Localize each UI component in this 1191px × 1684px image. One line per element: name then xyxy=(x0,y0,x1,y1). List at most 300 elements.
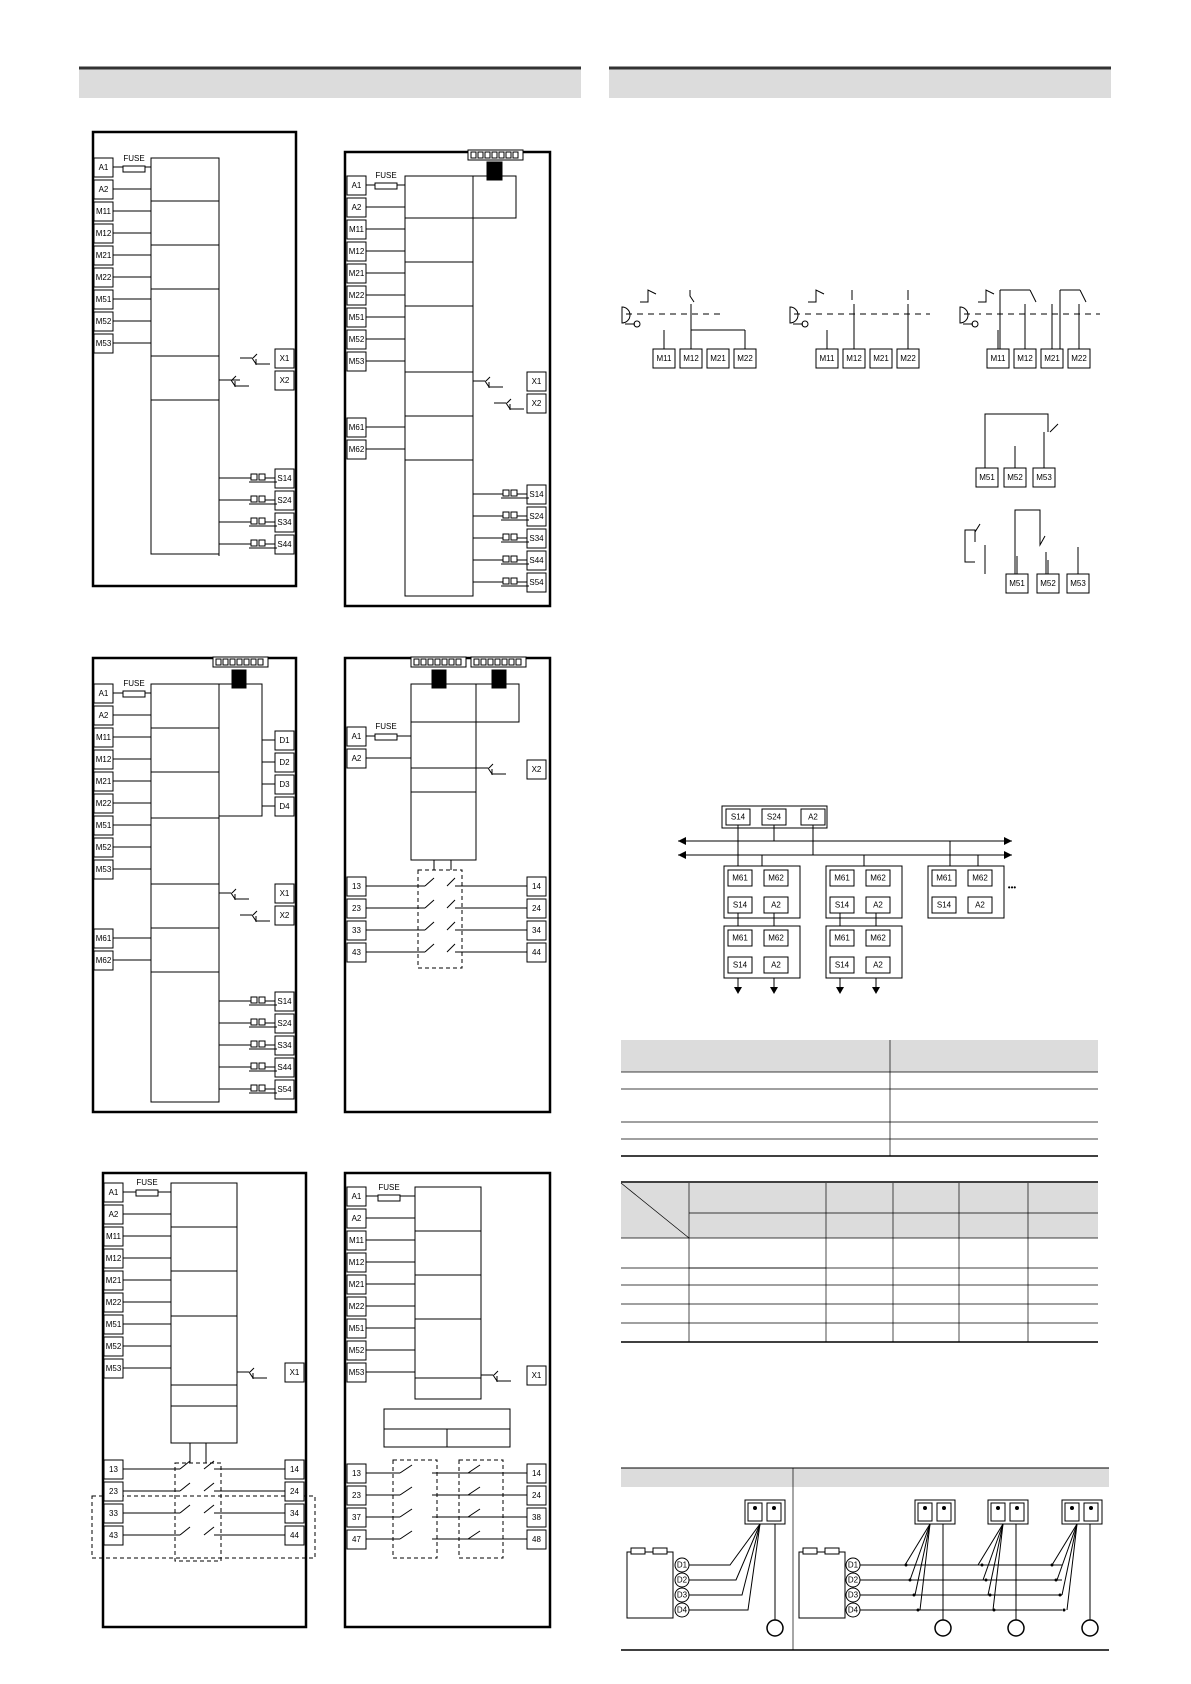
sensor-dot xyxy=(942,1506,946,1510)
terminal-label-m51: M51 xyxy=(979,473,995,482)
terminal-label-m51: M51 xyxy=(95,821,112,830)
block xyxy=(495,659,500,665)
block xyxy=(251,540,257,546)
terminal-label-m11: M11 xyxy=(819,354,835,363)
terminal-label-m61: M61 xyxy=(95,934,112,943)
wire xyxy=(975,524,980,532)
terminal-label-t33: 33 xyxy=(109,1509,118,1518)
block xyxy=(478,152,483,158)
sensor-dot xyxy=(996,1506,1000,1510)
block xyxy=(258,659,263,665)
terminal-label-t24: 24 xyxy=(532,1491,541,1500)
terminal-label-s54: S54 xyxy=(277,1085,292,1094)
terminal-label-m12: M12 xyxy=(95,229,112,238)
terminal-label-s24: S24 xyxy=(277,496,292,505)
wire xyxy=(250,1368,254,1372)
terminal-label-s14: S14 xyxy=(834,960,850,970)
fuse-symbol xyxy=(375,734,397,740)
wire xyxy=(640,290,656,302)
black-indicator xyxy=(492,670,506,688)
block xyxy=(503,534,509,540)
terminal-label-s14: S14 xyxy=(529,490,544,499)
terminal-label-a1: A1 xyxy=(351,181,362,190)
wire xyxy=(425,878,434,886)
block xyxy=(621,1213,689,1238)
block xyxy=(414,659,419,665)
wire xyxy=(468,1465,480,1473)
fuse-label: FUSE xyxy=(136,1178,158,1187)
terminal-label-t13: 13 xyxy=(109,1465,118,1474)
wire xyxy=(180,1505,190,1513)
diagram-5-logic-block xyxy=(171,1183,237,1443)
terminal-label-t43: 43 xyxy=(109,1531,118,1540)
terminal-label-m61: M61 xyxy=(732,933,748,943)
terminal-label-t43: 43 xyxy=(352,948,361,957)
junction-dot xyxy=(1063,1609,1066,1612)
wire xyxy=(965,530,975,562)
junction-dot xyxy=(981,1564,984,1567)
terminal-label-x2: X2 xyxy=(531,765,542,774)
block xyxy=(488,659,493,665)
block xyxy=(473,176,516,218)
black-indicator xyxy=(232,670,246,688)
junction-dot xyxy=(1055,1579,1058,1582)
wire xyxy=(447,900,455,908)
wire xyxy=(689,1524,760,1595)
block xyxy=(915,1500,955,1524)
terminal-label-m12: M12 xyxy=(683,354,699,363)
down-arrow xyxy=(872,987,880,994)
block xyxy=(251,518,257,524)
block xyxy=(499,152,504,158)
sensor-dot xyxy=(1015,1506,1019,1510)
bus-arrow xyxy=(678,851,686,859)
fuse-symbol xyxy=(378,1195,400,1201)
terminal-label-x1: X1 xyxy=(289,1368,300,1377)
terminal-label-m11: M11 xyxy=(349,1236,364,1245)
wire xyxy=(400,1465,412,1473)
terminal-label-m62: M62 xyxy=(768,933,784,943)
terminal-label-s34: S34 xyxy=(277,1041,292,1050)
terminal-label-a2: A2 xyxy=(98,711,109,720)
block xyxy=(251,1085,257,1091)
sensor-dot xyxy=(1089,1506,1093,1510)
block xyxy=(653,1548,667,1554)
block xyxy=(251,997,257,1003)
terminal-label-m22: M22 xyxy=(348,1302,365,1311)
terminal-label-x1: X1 xyxy=(279,889,290,898)
block xyxy=(485,152,490,158)
block xyxy=(223,659,228,665)
wire xyxy=(240,358,270,364)
terminal-label-s24: S24 xyxy=(766,812,782,822)
block xyxy=(393,1460,437,1558)
block xyxy=(259,997,265,1003)
block xyxy=(509,659,514,665)
block xyxy=(503,490,509,496)
fuse-label: FUSE xyxy=(123,679,145,688)
terminal-label-t37: 37 xyxy=(352,1513,361,1522)
block xyxy=(421,659,426,665)
block xyxy=(471,152,476,158)
terminal-label-m21: M21 xyxy=(105,1276,122,1285)
wire xyxy=(689,1524,760,1565)
terminal-label-m62: M62 xyxy=(870,933,886,943)
wire xyxy=(507,399,511,403)
terminal-label-t14: 14 xyxy=(290,1465,299,1474)
terminal-label-m12: M12 xyxy=(348,247,365,256)
terminal-label-t47: 47 xyxy=(352,1535,361,1544)
table-2-header xyxy=(621,1183,1098,1213)
wire xyxy=(180,1483,190,1491)
terminal-label-s24: S24 xyxy=(529,512,544,521)
terminal-label-d1: D1 xyxy=(676,1560,688,1570)
terminal-label-x2: X2 xyxy=(279,911,290,920)
diagram-1-frame xyxy=(93,132,296,586)
wire xyxy=(400,1487,412,1495)
block xyxy=(459,1460,503,1558)
terminal-label-m53: M53 xyxy=(1070,579,1086,588)
terminal-label-m51: M51 xyxy=(105,1320,122,1329)
terminal-label-d4: D4 xyxy=(676,1605,688,1615)
terminal-label-m62: M62 xyxy=(95,956,112,965)
terminal-label-m62: M62 xyxy=(348,445,365,454)
terminal-label-t44: 44 xyxy=(532,948,541,957)
terminal-label-m21: M21 xyxy=(348,1280,365,1289)
estop-icon xyxy=(790,307,798,323)
terminal-label-m61: M61 xyxy=(834,933,850,943)
terminal-label-d3: D3 xyxy=(847,1590,859,1600)
terminal-label-m61: M61 xyxy=(348,423,365,432)
wire xyxy=(232,889,236,893)
wire xyxy=(985,414,1048,468)
block xyxy=(511,534,517,540)
wire xyxy=(494,1371,498,1375)
terminal-label-m62: M62 xyxy=(870,873,886,883)
terminal-label-d3: D3 xyxy=(676,1590,688,1600)
terminal-label-m53: M53 xyxy=(95,865,112,874)
block xyxy=(251,1041,257,1047)
wire xyxy=(219,893,249,899)
terminal-label-a2: A2 xyxy=(771,900,781,910)
wire xyxy=(400,1531,412,1539)
block xyxy=(428,659,433,665)
junction-dot xyxy=(913,1594,916,1597)
terminal-label-m61: M61 xyxy=(834,873,850,883)
fuse-symbol xyxy=(123,166,145,172)
terminal-label-m11: M11 xyxy=(96,733,111,742)
wire xyxy=(232,376,236,380)
wire xyxy=(447,944,455,952)
table-3-header xyxy=(621,1468,1109,1487)
terminal-label-s34: S34 xyxy=(529,534,544,543)
block xyxy=(474,659,479,665)
block xyxy=(745,1500,785,1524)
block xyxy=(511,512,517,518)
terminal-label-x2: X2 xyxy=(279,376,290,385)
terminal-label-t38: 38 xyxy=(532,1513,541,1522)
terminal-label-t13: 13 xyxy=(352,882,361,891)
terminal-label-a2: A2 xyxy=(771,960,781,970)
block xyxy=(259,1085,265,1091)
down-arrow xyxy=(836,987,844,994)
wire xyxy=(180,1461,190,1469)
terminal-label-d4: D4 xyxy=(279,802,290,811)
terminal-label-a1: A1 xyxy=(98,163,109,172)
terminal-label-m52: M52 xyxy=(105,1342,122,1351)
terminal-label-t34: 34 xyxy=(532,926,541,935)
terminal-label-m52: M52 xyxy=(348,1346,365,1355)
terminal-label-m22: M22 xyxy=(900,354,916,363)
terminal-label-m11: M11 xyxy=(96,207,111,216)
bus-arrow xyxy=(1004,851,1012,859)
wire xyxy=(690,290,694,302)
diagram-5-frame xyxy=(103,1173,306,1627)
terminal-label-m21: M21 xyxy=(1044,354,1060,363)
terminal-label-m12: M12 xyxy=(1017,354,1033,363)
sensor-dot xyxy=(753,1506,757,1510)
terminal-label-s14: S14 xyxy=(730,812,746,822)
fuse-label: FUSE xyxy=(378,1183,400,1192)
block xyxy=(502,659,507,665)
fuse-symbol xyxy=(136,1190,158,1196)
wire xyxy=(219,380,249,386)
terminal-label-d4: D4 xyxy=(847,1605,859,1615)
block xyxy=(442,659,447,665)
block xyxy=(251,1063,257,1069)
block xyxy=(259,1041,265,1047)
terminal-label-m61: M61 xyxy=(732,873,748,883)
block xyxy=(251,474,257,480)
junction-dot xyxy=(989,1594,992,1597)
block xyxy=(251,1019,257,1025)
terminal-label-a2: A2 xyxy=(98,185,109,194)
terminal-label-s14: S14 xyxy=(277,997,292,1006)
terminal-label-s14: S14 xyxy=(277,474,292,483)
wire xyxy=(689,1524,760,1580)
wire xyxy=(978,290,994,302)
terminal-label-s14: S14 xyxy=(834,900,850,910)
bus-arrow xyxy=(1004,837,1012,845)
wire xyxy=(447,922,455,930)
diagram-3-frame xyxy=(93,658,296,1112)
terminal-label-m53: M53 xyxy=(105,1364,122,1373)
terminal-label-a2: A2 xyxy=(351,203,362,212)
junction-dot xyxy=(985,1579,988,1582)
terminal-label-t23: 23 xyxy=(109,1487,118,1496)
bus-arrow xyxy=(678,837,686,845)
block xyxy=(511,578,517,584)
block xyxy=(631,1548,645,1554)
terminal-label-t44: 44 xyxy=(290,1531,299,1540)
block xyxy=(259,1063,265,1069)
terminal-label-m62: M62 xyxy=(768,873,784,883)
fuse-label: FUSE xyxy=(123,154,145,163)
sensor-probe xyxy=(1008,1620,1024,1636)
terminal-label-t34: 34 xyxy=(290,1509,299,1518)
block xyxy=(803,1548,817,1554)
terminal-label-t13: 13 xyxy=(352,1469,361,1478)
wire xyxy=(468,1487,480,1495)
block xyxy=(513,152,518,158)
terminal-label-s14: S14 xyxy=(732,900,748,910)
terminal-label-a1: A1 xyxy=(108,1188,119,1197)
terminal-label-m12: M12 xyxy=(348,1258,365,1267)
terminal-label-a2: A2 xyxy=(108,1210,119,1219)
terminal-label-t24: 24 xyxy=(532,904,541,913)
terminal-label-d2: D2 xyxy=(279,758,290,767)
wire xyxy=(476,768,506,774)
diagram-3-logic-block xyxy=(151,684,219,1102)
terminal-label-d1: D1 xyxy=(279,736,290,745)
terminal-label-m22: M22 xyxy=(105,1298,122,1307)
wire xyxy=(1050,424,1058,432)
block xyxy=(244,659,249,665)
wire xyxy=(400,1509,412,1517)
terminal-label-m61: M61 xyxy=(936,873,952,883)
terminal-label-m52: M52 xyxy=(1007,473,1023,482)
terminal-label-s14: S14 xyxy=(732,960,748,970)
block xyxy=(237,659,242,665)
terminal-label-a1: A1 xyxy=(98,689,109,698)
block xyxy=(503,512,509,518)
estop-icon xyxy=(622,307,630,323)
diagram-6-frame xyxy=(345,1173,550,1627)
block xyxy=(988,1500,1028,1524)
terminal-label-s54: S54 xyxy=(529,578,544,587)
terminal-label-s44: S44 xyxy=(529,556,544,565)
terminal-label-a2: A2 xyxy=(873,960,883,970)
terminal-label-m53: M53 xyxy=(348,357,365,366)
wire xyxy=(476,684,519,722)
diagram-4-logic-block xyxy=(411,684,476,860)
wire xyxy=(240,915,270,921)
terminal-label-a2: A2 xyxy=(351,1214,362,1223)
terminal-label-m52: M52 xyxy=(348,335,365,344)
terminal-label-t48: 48 xyxy=(532,1535,541,1544)
left-section-header xyxy=(79,68,581,98)
terminal-label-t23: 23 xyxy=(352,904,361,913)
terminal-label-m51: M51 xyxy=(95,295,112,304)
block xyxy=(259,474,265,480)
wire xyxy=(425,900,434,908)
block xyxy=(259,496,265,502)
diagram-6-logic-block xyxy=(415,1187,481,1399)
wire xyxy=(481,1375,511,1381)
wire xyxy=(447,878,455,886)
terminal-label-m12: M12 xyxy=(846,354,862,363)
wire xyxy=(489,764,493,768)
terminal-label-s44: S44 xyxy=(277,1063,292,1072)
terminal-label-d2: D2 xyxy=(847,1575,859,1585)
block xyxy=(1062,1500,1102,1524)
terminal-label-m62: M62 xyxy=(972,873,988,883)
junction-dot xyxy=(905,1564,908,1567)
terminal-label-s44: S44 xyxy=(277,540,292,549)
terminal-label-t24: 24 xyxy=(290,1487,299,1496)
sensor-dot xyxy=(1070,1506,1074,1510)
terminal-label-d2: D2 xyxy=(676,1575,688,1585)
block xyxy=(481,659,486,665)
wire xyxy=(237,1372,267,1378)
block xyxy=(435,659,440,665)
block xyxy=(456,659,461,665)
terminal-label-t33: 33 xyxy=(352,926,361,935)
wire xyxy=(425,922,434,930)
device-unit xyxy=(627,1552,673,1618)
terminal-label-m21: M21 xyxy=(95,777,112,786)
terminal-label-m51: M51 xyxy=(1009,579,1025,588)
table-1-header xyxy=(621,1040,1098,1072)
sensor-probe xyxy=(935,1620,951,1636)
terminal-label-m53: M53 xyxy=(95,339,112,348)
wire xyxy=(204,1505,214,1513)
block xyxy=(259,540,265,546)
cascade-ellipsis: ••• xyxy=(1007,883,1017,892)
diagram-5-expansion-group xyxy=(92,1496,315,1558)
wire xyxy=(253,911,257,915)
terminal-label-m53: M53 xyxy=(1036,473,1052,482)
junction-dot xyxy=(993,1609,996,1612)
terminal-label-t14: 14 xyxy=(532,882,541,891)
fuse-label: FUSE xyxy=(375,171,397,180)
down-arrow xyxy=(770,987,778,994)
terminal-label-m11: M11 xyxy=(656,354,672,363)
block xyxy=(503,556,509,562)
wire xyxy=(204,1483,214,1491)
block xyxy=(689,1213,1098,1238)
block xyxy=(216,659,221,665)
wire xyxy=(808,290,824,302)
sensor-probe xyxy=(767,1620,783,1636)
terminal-label-a2: A2 xyxy=(808,812,818,822)
terminal-label-s14: S14 xyxy=(936,900,952,910)
wire xyxy=(253,354,257,358)
terminal-label-x1: X1 xyxy=(531,377,542,386)
block xyxy=(492,152,497,158)
terminal-label-a1: A1 xyxy=(351,1192,362,1201)
down-arrow xyxy=(734,987,742,994)
estop-icon xyxy=(960,307,968,323)
black-indicator xyxy=(432,670,446,688)
wire xyxy=(486,377,490,381)
terminal-label-m52: M52 xyxy=(1040,579,1056,588)
right-section-header xyxy=(609,68,1111,98)
terminal-label-m51: M51 xyxy=(348,1324,365,1333)
diagram-4-contact-group xyxy=(418,870,462,968)
block xyxy=(219,684,262,816)
wire xyxy=(180,1527,190,1535)
fuse-symbol xyxy=(375,183,397,189)
block xyxy=(503,578,509,584)
block xyxy=(230,659,235,665)
terminal-label-m51: M51 xyxy=(348,313,365,322)
terminal-label-x1: X1 xyxy=(531,1371,542,1380)
terminal-label-m52: M52 xyxy=(95,317,112,326)
terminal-label-m22: M22 xyxy=(348,291,365,300)
terminal-label-m11: M11 xyxy=(106,1232,121,1241)
terminal-label-m22: M22 xyxy=(737,354,753,363)
terminal-label-m22: M22 xyxy=(95,273,112,282)
terminal-label-m22: M22 xyxy=(95,799,112,808)
wire xyxy=(1080,290,1086,302)
terminal-label-d1: D1 xyxy=(847,1560,859,1570)
wire xyxy=(494,403,524,409)
block xyxy=(511,556,517,562)
terminal-label-m11: M11 xyxy=(990,354,1006,363)
device-unit xyxy=(799,1552,845,1618)
terminal-label-t14: 14 xyxy=(532,1469,541,1478)
